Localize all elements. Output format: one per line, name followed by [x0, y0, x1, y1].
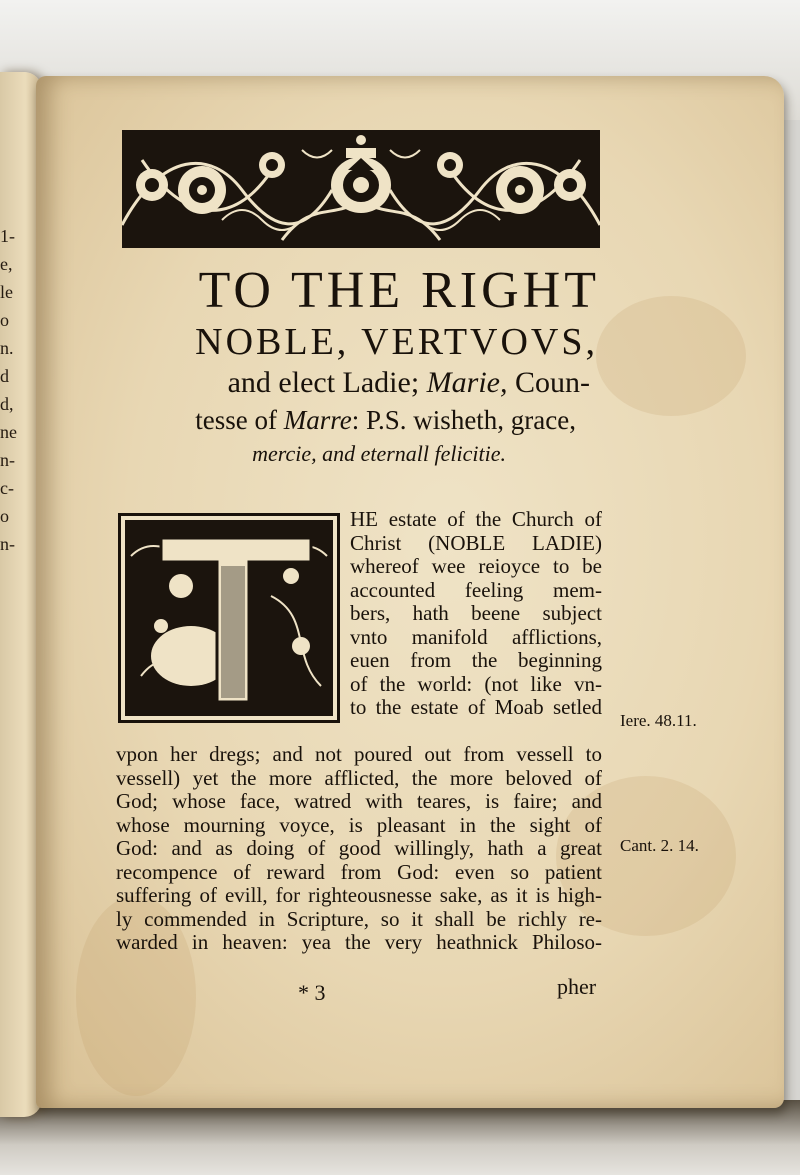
body-text-line: HE estate of the Church of	[350, 507, 602, 531]
heading-line-4-end: : P.S. wisheth, grace,	[351, 405, 576, 435]
signature-mark: * 3	[298, 980, 326, 1005]
left-page-fragment: c-	[0, 478, 14, 498]
dedication-heading	[100, 262, 620, 470]
body-text-line: of the world: (not like vn-	[350, 671, 602, 696]
body-text-beside-initial	[350, 508, 602, 720]
left-page-fragment: 1-	[0, 226, 15, 246]
left-page-fragment: e,	[0, 254, 13, 274]
body-text-line: suffering of evill, for righteousnesse sake, as it is high-	[116, 883, 602, 907]
floral-crown-headpiece-ornament	[122, 130, 600, 248]
heading-line-3-end: Coun-	[507, 366, 590, 399]
margin-note-ieremiah: Iere. 48.11.	[620, 711, 697, 730]
body-text-line: bers, hath beene subject	[350, 601, 602, 625]
body-text-line: whose mourning voyce, is pleasant in the sight of	[116, 812, 602, 837]
body-text-line: God; whose face, watred with teares, is faire; and	[116, 789, 602, 813]
heading-line-4-start: tesse of	[195, 405, 284, 435]
body-text-line: to the estate of Moab setled	[350, 695, 602, 719]
body-text-line: vessell) yet the more afflicted, the more beloved of	[116, 765, 602, 790]
body-text-line: vpon her dregs; and not poured out from vessell to	[116, 742, 602, 766]
heading-line-4	[100, 402, 576, 438]
margin-note-canticles: Cant. 2. 14.	[620, 836, 699, 855]
heading-line-3	[100, 364, 590, 402]
heading-line-5: mercie, and eternall felicitie.	[252, 441, 506, 466]
body-text-line: ly commended in Scripture, so it shall be richly re-	[116, 906, 602, 931]
body-text-line: warded in heaven: yea the very heathnick Philoso-	[116, 930, 602, 954]
body-text-line: accounted feeling mem-	[350, 577, 602, 602]
body-text-full-width	[116, 743, 602, 955]
left-page-fragment: o	[0, 310, 9, 330]
heading-line-3-start: and elect Ladie;	[227, 366, 427, 399]
body-text-line: vnto manifold afflictions,	[350, 624, 602, 649]
left-page-fragment: o	[0, 506, 9, 526]
left-page-fragment: d,	[0, 394, 14, 414]
body-text-line: whereof wee reioyce to be	[350, 554, 602, 578]
catchword: pher	[557, 974, 597, 999]
body-text-line: recompence of reward from God: even so patient	[116, 859, 602, 884]
body-text-line: God: and as doing of good willingly, hath a great	[116, 836, 602, 860]
heading-name-marre: Marre	[283, 405, 352, 435]
left-page-fragment: ne	[0, 422, 17, 442]
left-page-text-fragments	[0, 222, 20, 558]
left-page-fragment: d	[0, 366, 9, 386]
left-page-fragment: n-	[0, 534, 15, 554]
left-page-fragment: n.	[0, 338, 14, 358]
left-page-fragment: n-	[0, 450, 15, 470]
body-text-line: euen from the beginning	[350, 648, 602, 672]
decorated-initial-letter	[118, 513, 340, 723]
body-text-line: Christ (NOBLE LADIE)	[350, 530, 602, 555]
heading-line-1: TO THE RIGHT	[198, 262, 600, 319]
heading-name-marie: Marie,	[426, 366, 508, 399]
left-page-fragment: le	[0, 282, 13, 302]
heading-line-2: NOBLE, VERTVOVS,	[195, 321, 598, 363]
table-surface	[0, 1100, 800, 1175]
